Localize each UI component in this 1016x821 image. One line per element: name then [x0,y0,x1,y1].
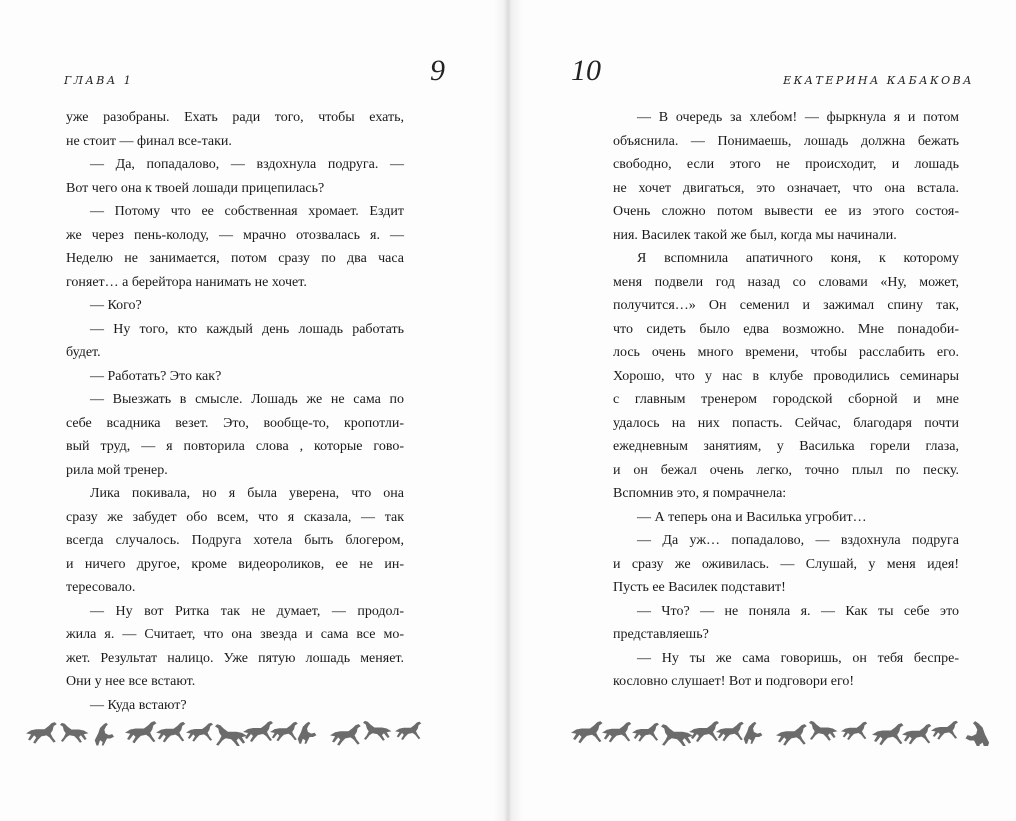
text-line: же через пень-колоду, — мрачно отозвалась я. — [66,227,404,243]
text-line: рила мой тренер. [66,462,168,478]
text-line: гоняет… а берейтора нанимать не хочет. [66,274,307,290]
text-line: жет. Результат налицо. Уже пятую лошадь меняет. [66,650,404,666]
right-page-text [613,106,959,694]
text-line: и он бежал очень легко, точно плыл по песку. [613,462,959,478]
left-page [0,0,505,821]
text-line: — Да уж… попадалово, — вздохнула подруга [637,533,959,548]
text-line: уже разобраны. Ехать ради того, чтобы ехать, [66,110,404,125]
text-line: ежедневным занятиям, у Василька горели глаза, [613,439,959,454]
text-line: всегда случалось. Подруга хотела быть блогером, [66,533,404,548]
text-line: сразу же забудет обо всем, что я сказала, — так [66,509,404,525]
text-line: — Потому что ее собственная хромает. Ездит [90,204,404,219]
text-line: Вспомнив это, я помрачнела: [613,486,787,501]
text-line: — Куда встают? [90,697,187,713]
text-line: — Выезжать в смысле. Лошадь же не сама по [90,392,404,407]
galloping-horses-icon [569,716,999,746]
text-line: Неделю не занимается, потом сразу по два часа [66,251,404,266]
text-line: лось очень много времени, чтобы расслабить его. [613,345,959,360]
galloping-horses-icon [24,716,452,746]
text-line: объяснила. — Понимаешь, лошадь должна бежать [613,133,959,149]
text-line: будет. [66,345,101,360]
text-line: с главным тренером городской сборной и мне [613,392,959,407]
text-line: представляешь? [613,627,709,642]
text-line: не стоит — финал все-таки. [66,133,232,149]
text-line: Очень сложно потом вывести ее из этого состоя- [613,204,959,219]
text-line: — Что? — не поняла я. — Как ты себе это [637,603,959,619]
text-line: — Ну ты же сама говоришь, он тебя беспре- [637,650,959,666]
left-page-text [66,106,404,717]
text-line: — Да, попадалово, — вздохнула подруга. — [90,157,404,172]
running-head-left: ГЛАВА 1 [64,74,134,87]
text-line: что сидеть было едва возможно. Мне понадоби- [613,321,959,337]
text-line: — Работать? Это как? [90,368,222,384]
text-line: Я вспомнила апатичного коня, к которому [637,251,959,266]
text-line: Лика покивала, но я была уверена, что она [90,486,404,501]
text-line: себе всадника везет. Это, вообще-то, кропотли- [66,415,404,431]
text-line: — А теперь она и Василька угробит… [637,509,867,525]
text-line: не хочет двигаться, это означает, что она встала. [613,180,959,196]
text-line: — В очередь за хлебом! — фыркнула я и потом [637,110,959,125]
text-line: удалось на них попасть. Сейчас, благодаря почти [613,415,959,431]
text-line: и сразу же оживилась. — Слушай, у меня идея! [613,556,959,572]
text-line: свободно, если этого не происходит, и лошадь [613,157,959,172]
text-line: получится…» Он семенил и зажимал спину так, [613,298,959,313]
text-line: вый труд, — я повторила слова , которые гово- [66,439,404,454]
text-line: тересовало. [66,580,136,595]
text-line: меня подвели год назад со словами «Ну, может, [613,274,959,290]
running-head-right: ЕКАТЕРИНА КАБАКОВА [783,74,974,87]
text-line: жила я. — Считает, что она звезда и сама все мо- [66,627,404,642]
text-line: и ничего другое, кроме видеороликов, ее не ин- [66,556,404,572]
page-number-left: 9 [430,54,445,87]
text-line: — Ну того, кто каждый день лошадь работать [90,321,404,337]
horses-ornament-left [24,716,452,746]
text-line: Они у нее все встают. [66,674,196,689]
text-line: — Ну вот Ритка так не думает, — продол- [90,603,404,619]
page-number-right: 10 [571,54,601,87]
text-line: Хорошо, что у нас в клубе проводились семинары [613,368,959,384]
text-line: ния. Василек такой же был, когда мы начинали. [613,227,897,243]
horses-ornament-right [569,716,999,746]
text-line: Вот чего она к твоей лошади прицепилась? [66,180,325,196]
right-page [509,0,1016,821]
text-line: Пусть ее Василек подставит! [613,580,786,595]
text-line: кословно слушает! Вот и подговори его! [613,674,855,689]
text-line: — Кого? [90,298,142,313]
